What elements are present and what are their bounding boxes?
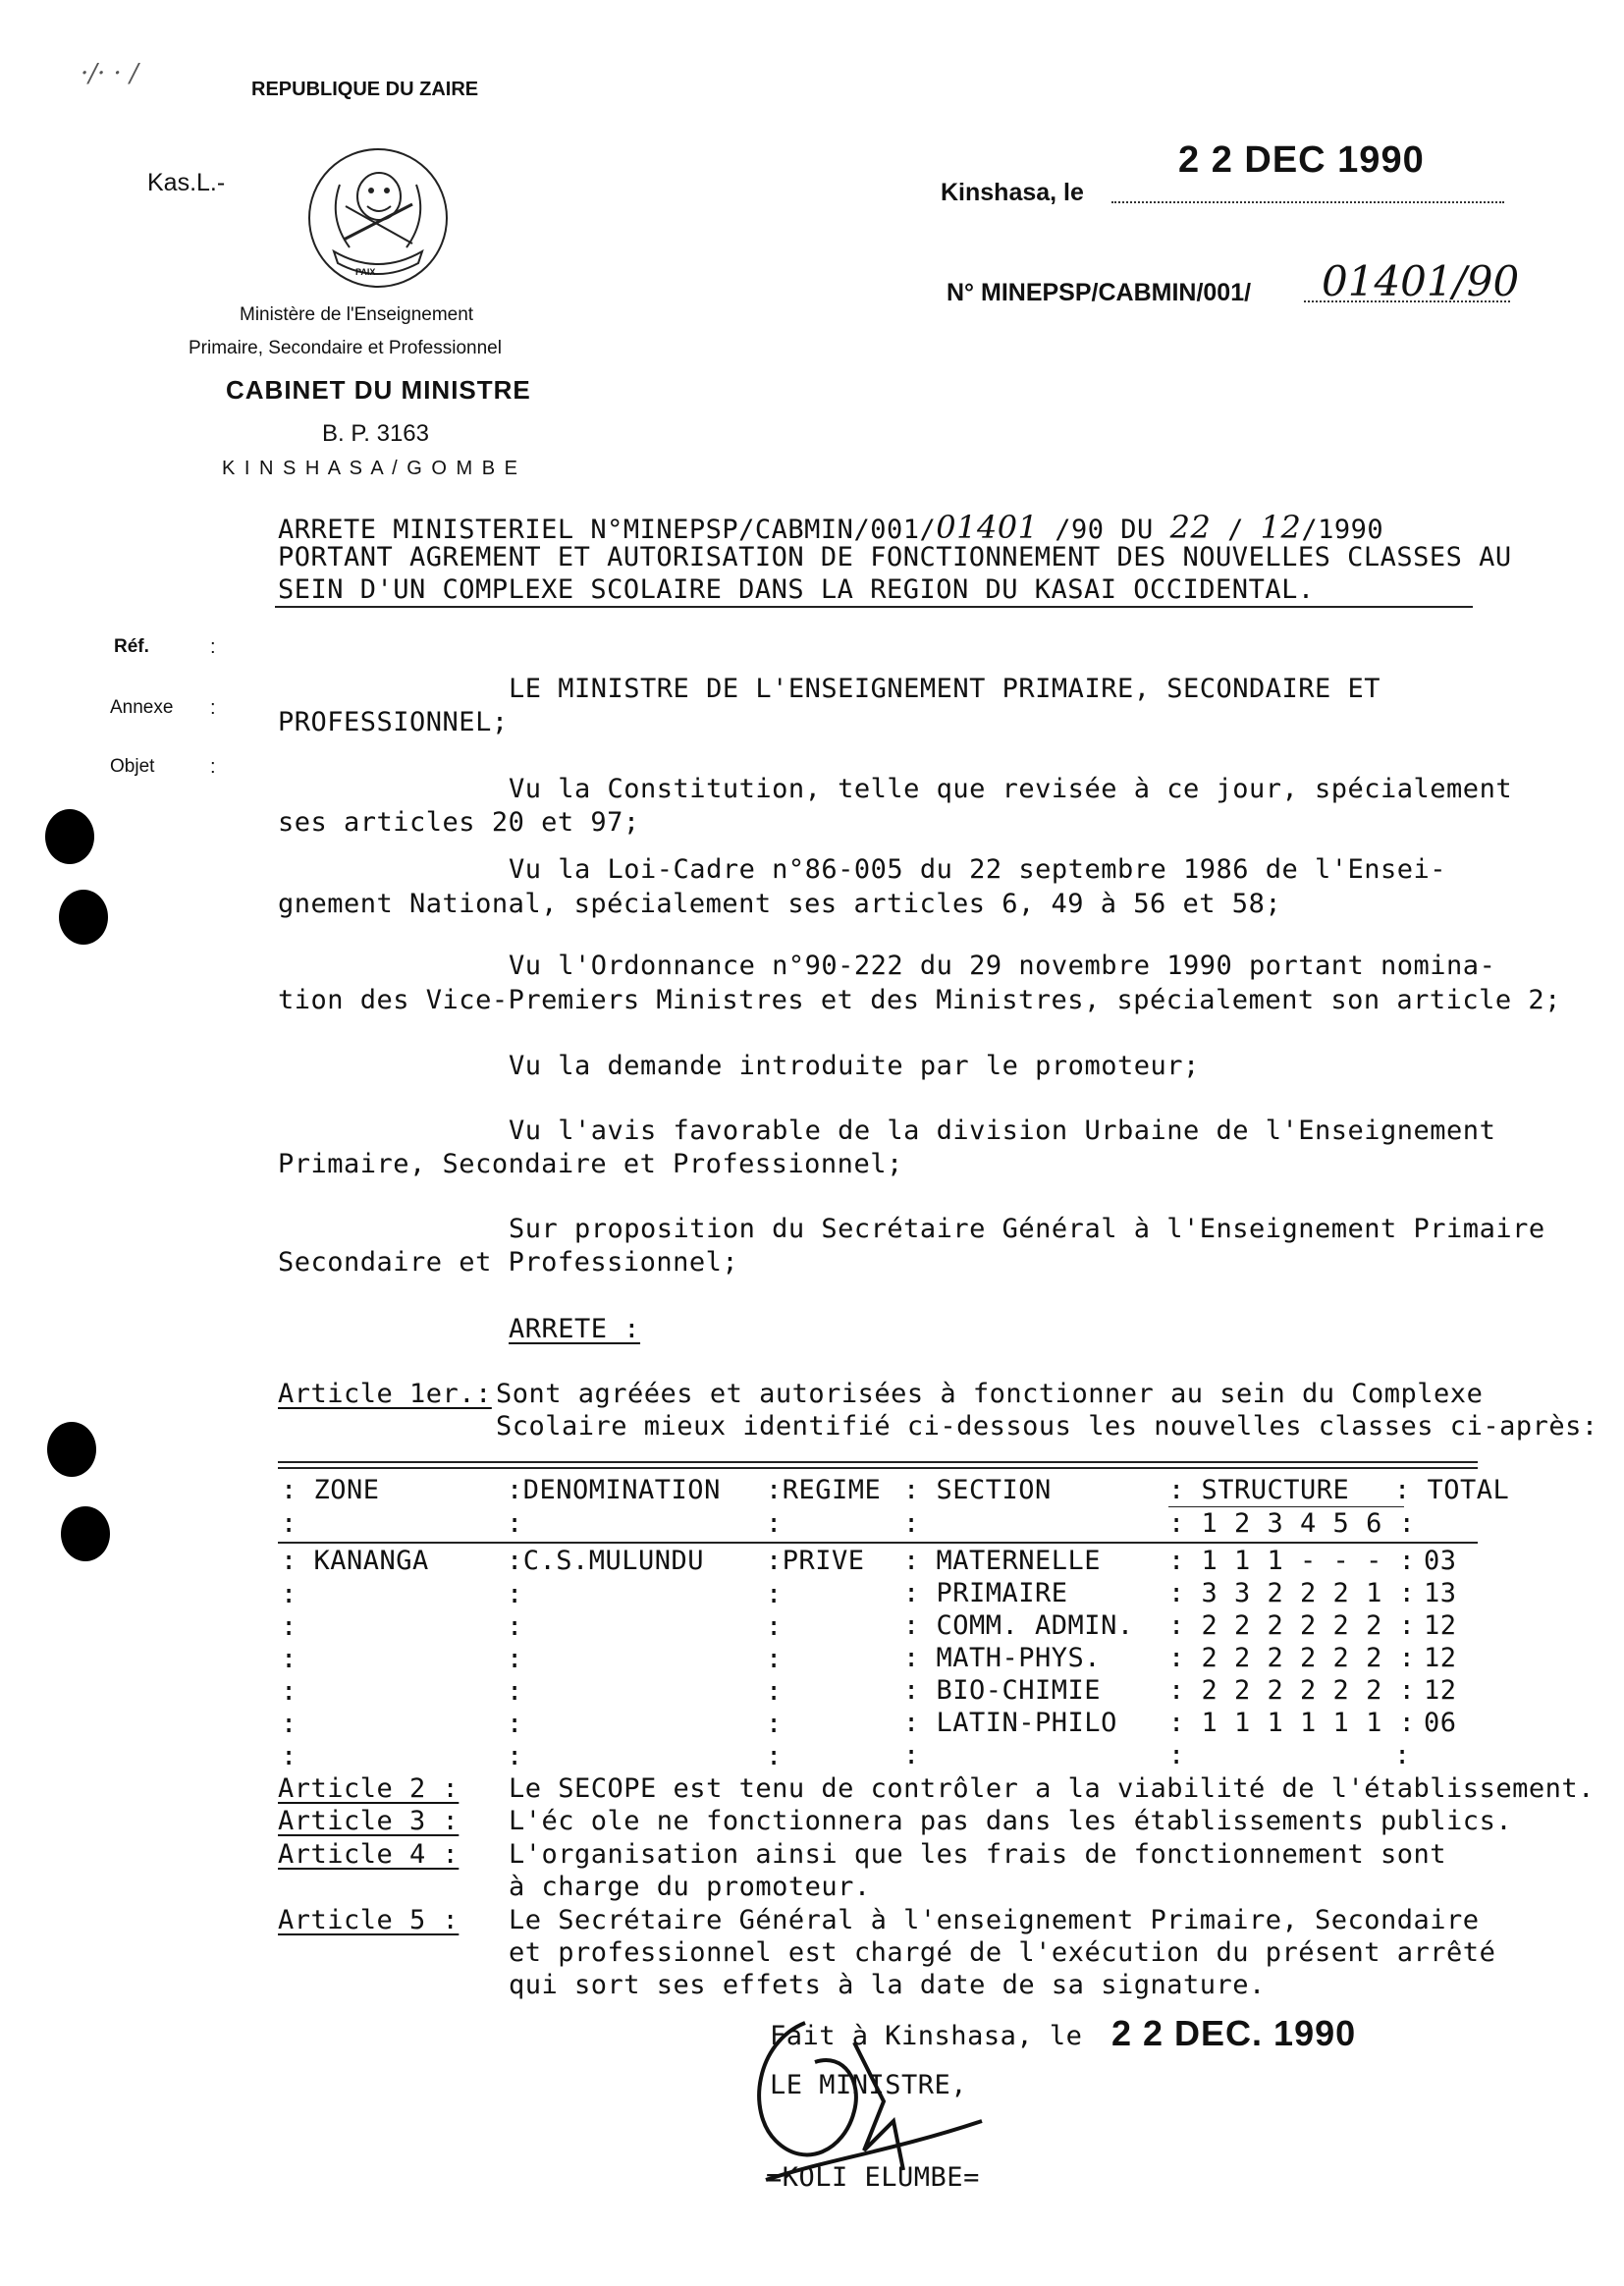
decree-title-line-3: SEIN D'UN COMPLEXE SCOLAIRE DANS LA REGION DU KASAI OCCIDENTAL. <box>278 574 1315 605</box>
article-5-text-line-1: Le Secrétaire Général à l'enseignement Primaire, Secondaire <box>509 1905 1480 1935</box>
annexe-label: Annexe <box>110 697 174 718</box>
table-cell-structure: : 2 2 2 2 2 2 : <box>1168 1675 1416 1706</box>
table-cell-structure: : 2 2 2 2 2 2 : <box>1168 1643 1416 1673</box>
decree-month-handwritten: 12 <box>1260 509 1302 546</box>
decree-number-handwritten: 01401 <box>936 509 1039 546</box>
body-proposition-line-2: Secondaire et Professionnel; <box>278 1247 739 1278</box>
table-cell-total: 12 <box>1424 1643 1457 1673</box>
body-demande: Vu la demande introduite par le promoteur; <box>509 1051 1200 1081</box>
margin-scribble: ·/· · / <box>81 59 138 88</box>
decree-title-line-1: ARRETE MINISTERIEL N°MINEPSP/CABMIN/001/01401 /90 DU 22 / 12/1990 <box>278 509 1384 546</box>
table-header-total: : TOTAL <box>1394 1475 1510 1505</box>
body-minister-line-2: PROFESSIONNEL; <box>278 707 509 737</box>
table-cell-total: 12 <box>1424 1610 1457 1641</box>
emblem-motto: PAIX <box>355 267 376 277</box>
place-label: Kinshasa, le <box>941 179 1084 206</box>
article-4-text-line-2: à charge du promoteur. <box>509 1872 871 1902</box>
article-5-text-line-2: et professionnel est chargé de l'exécution du présent arrêté <box>509 1937 1496 1968</box>
objet-colon: : <box>210 756 216 778</box>
table-cell-total: 12 <box>1424 1675 1457 1706</box>
table-header-structure: : STRUCTURE <box>1168 1475 1350 1505</box>
title-underline <box>275 606 1473 608</box>
table-cell-zone: : KANANGA <box>281 1546 429 1576</box>
signature-scribble-icon <box>736 2003 992 2209</box>
document-number-label: N° MINEPSP/CABMIN/001/ <box>947 279 1252 306</box>
punch-hole <box>59 890 108 945</box>
decree-number-mid: /90 DU <box>1055 515 1154 545</box>
table-subheader-regime: : <box>766 1508 783 1539</box>
article-3-label: Article 3 : <box>278 1806 460 1836</box>
denomination-column-separators: : : : : : : <box>507 1579 523 1771</box>
regime-column-separators: : : : : : : <box>766 1579 783 1771</box>
article-3-text: L'éc ole ne fonctionnera pas dans les établissements publics. <box>509 1806 1513 1836</box>
body-ordonnance-line-1: Vu l'Ordonnance n°90-222 du 29 novembre 1990 portant nomina- <box>509 951 1496 981</box>
table-subheader-denomination: : <box>507 1508 523 1539</box>
structure-column-separator: : <box>1168 1740 1185 1770</box>
table-rule-top <box>278 1461 1478 1463</box>
table-header-zone: : ZONE <box>281 1475 380 1505</box>
signatory-name: =KOLI ELUMBE= <box>766 2162 980 2193</box>
article-1-text-line-2: Scolaire mieux identifié ci-dessous les nouvelles classes ci-après: <box>496 1411 1598 1442</box>
article-1-label: Article 1er.: <box>278 1379 492 1409</box>
arrete-heading: ARRETE : <box>509 1314 641 1344</box>
table-cell-regime: :PRIVE <box>766 1546 865 1576</box>
punch-hole <box>45 809 94 864</box>
table-rule-header <box>278 1542 1478 1544</box>
ref-colon: : <box>210 636 216 658</box>
table-subheader-zone: : <box>281 1508 298 1539</box>
objet-label: Objet <box>110 756 155 777</box>
postal-box: B. P. 3163 <box>322 420 429 447</box>
ministry-line-2: Primaire, Secondaire et Professionnel <box>189 338 502 358</box>
table-cell-structure: : 2 2 2 2 2 2 : <box>1168 1610 1416 1641</box>
ref-label: Réf. <box>114 636 149 657</box>
section-column-separator: : <box>903 1740 920 1770</box>
total-column-separator: : <box>1394 1740 1411 1770</box>
city-line: K I N S H A S A / G O M B E <box>222 458 519 479</box>
body-loi-cadre-line-2: gnement National, spécialement ses articles 6, 49 à 56 et 58; <box>278 889 1282 919</box>
table-cell-section: : MATERNELLE <box>903 1546 1102 1576</box>
table-cell-section: : LATIN-PHILO <box>903 1708 1117 1738</box>
table-cell-section: : MATH-PHYS. <box>903 1643 1102 1673</box>
body-proposition-line-1: Sur proposition du Secrétaire Général à l'Enseignement Primaire <box>509 1214 1545 1244</box>
article-4-text-line-1: L'organisation ainsi que les frais de fonctionnement sont <box>509 1839 1447 1870</box>
table-cell-section: : PRIMAIRE <box>903 1578 1068 1608</box>
table-subheader-section: : <box>903 1508 920 1539</box>
national-emblem-icon <box>300 145 456 291</box>
table-cell-structure: : 1 1 1 - - - : <box>1168 1546 1416 1576</box>
decree-day-handwritten: 22 <box>1169 509 1212 546</box>
cabinet-heading: CABINET DU MINISTRE <box>226 375 531 405</box>
table-cell-section: : COMM. ADMIN. <box>903 1610 1134 1641</box>
table-cell-total: 03 <box>1424 1546 1457 1576</box>
article-5-label: Article 5 : <box>278 1905 460 1935</box>
article-5-text-line-3: qui sort ses effets à la date de sa signature. <box>509 1970 1266 2000</box>
table-cell-structure: : 1 1 1 1 1 1 : <box>1168 1708 1416 1738</box>
body-constitution-line-2: ses articles 20 et 97; <box>278 807 640 838</box>
article-2-label: Article 2 : <box>278 1773 460 1804</box>
decree-year: /1990 <box>1301 515 1384 545</box>
date-stamp: 2 2 DEC 1990 <box>1178 139 1425 181</box>
body-loi-cadre-line-1: Vu la Loi-Cadre n°86-005 du 22 septembre 1986 de l'Ensei- <box>509 854 1447 885</box>
article-1-text-line-1: Sont agréées et autorisées à fonctionner au sein du Complexe <box>496 1379 1484 1409</box>
annexe-colon: : <box>210 697 216 719</box>
date-dotted-line <box>1111 201 1504 203</box>
ministry-line-1: Ministère de l'Enseignement <box>240 304 474 325</box>
reference-code: Kas.L.- <box>147 169 226 196</box>
table-cell-section: : BIO-CHIMIE <box>903 1675 1102 1706</box>
zone-column-separators: : : : : : : <box>281 1579 298 1771</box>
punch-hole <box>61 1506 110 1561</box>
signature-place: Fait à Kinshasa, le <box>770 2021 1083 2051</box>
signature-date-stamp: 2 2 DEC. 1990 <box>1111 2013 1357 2053</box>
table-header-regime: :REGIME <box>766 1475 882 1505</box>
decree-number-prefix: ARRETE MINISTERIEL N°MINEPSP/CABMIN/001/ <box>278 515 937 545</box>
table-cell-structure: : 3 3 2 2 2 1 : <box>1168 1578 1416 1608</box>
table-cell-denomination: :C.S.MULUNDU <box>507 1546 705 1576</box>
body-minister-line-1: LE MINISTRE DE L'ENSEIGNEMENT PRIMAIRE, SECONDAIRE ET <box>509 674 1381 704</box>
document-number-handwritten: 01401/90 <box>1322 257 1520 305</box>
punch-hole <box>47 1422 96 1477</box>
body-constitution-line-1: Vu la Constitution, telle que revisée à ce jour, spécialement <box>509 774 1513 804</box>
table-rule-top-double <box>278 1467 1478 1469</box>
body-avis-line-2: Primaire, Secondaire et Professionnel; <box>278 1149 903 1179</box>
republic-heading: REPUBLIQUE DU ZAIRE <box>251 79 479 100</box>
table-cell-total: 13 <box>1424 1578 1457 1608</box>
article-4-label: Article 4 : <box>278 1839 460 1870</box>
article-2-text: Le SECOPE est tenu de contrôler a la viabilité de l'établissement. <box>509 1773 1595 1804</box>
table-subheader-structure: : 1 2 3 4 5 6 : <box>1168 1508 1416 1539</box>
signature-title: LE MINISTRE, <box>770 2070 968 2100</box>
table-header-section: : SECTION <box>903 1475 1052 1505</box>
table-header-denomination: :DENOMINATION <box>507 1475 721 1505</box>
body-avis-line-1: Vu l'avis favorable de la division Urbaine de l'Enseignement <box>509 1116 1496 1146</box>
decree-title-line-2: PORTANT AGREMENT ET AUTORISATION DE FONCTIONNEMENT DES NOUVELLES CLASSES AU <box>278 542 1512 572</box>
table-cell-total: 06 <box>1424 1708 1457 1738</box>
structure-subheader-rule <box>1168 1506 1404 1507</box>
body-ordonnance-line-2: tion des Vice-Premiers Ministres et des Ministres, spécialement son article 2; <box>278 985 1561 1015</box>
